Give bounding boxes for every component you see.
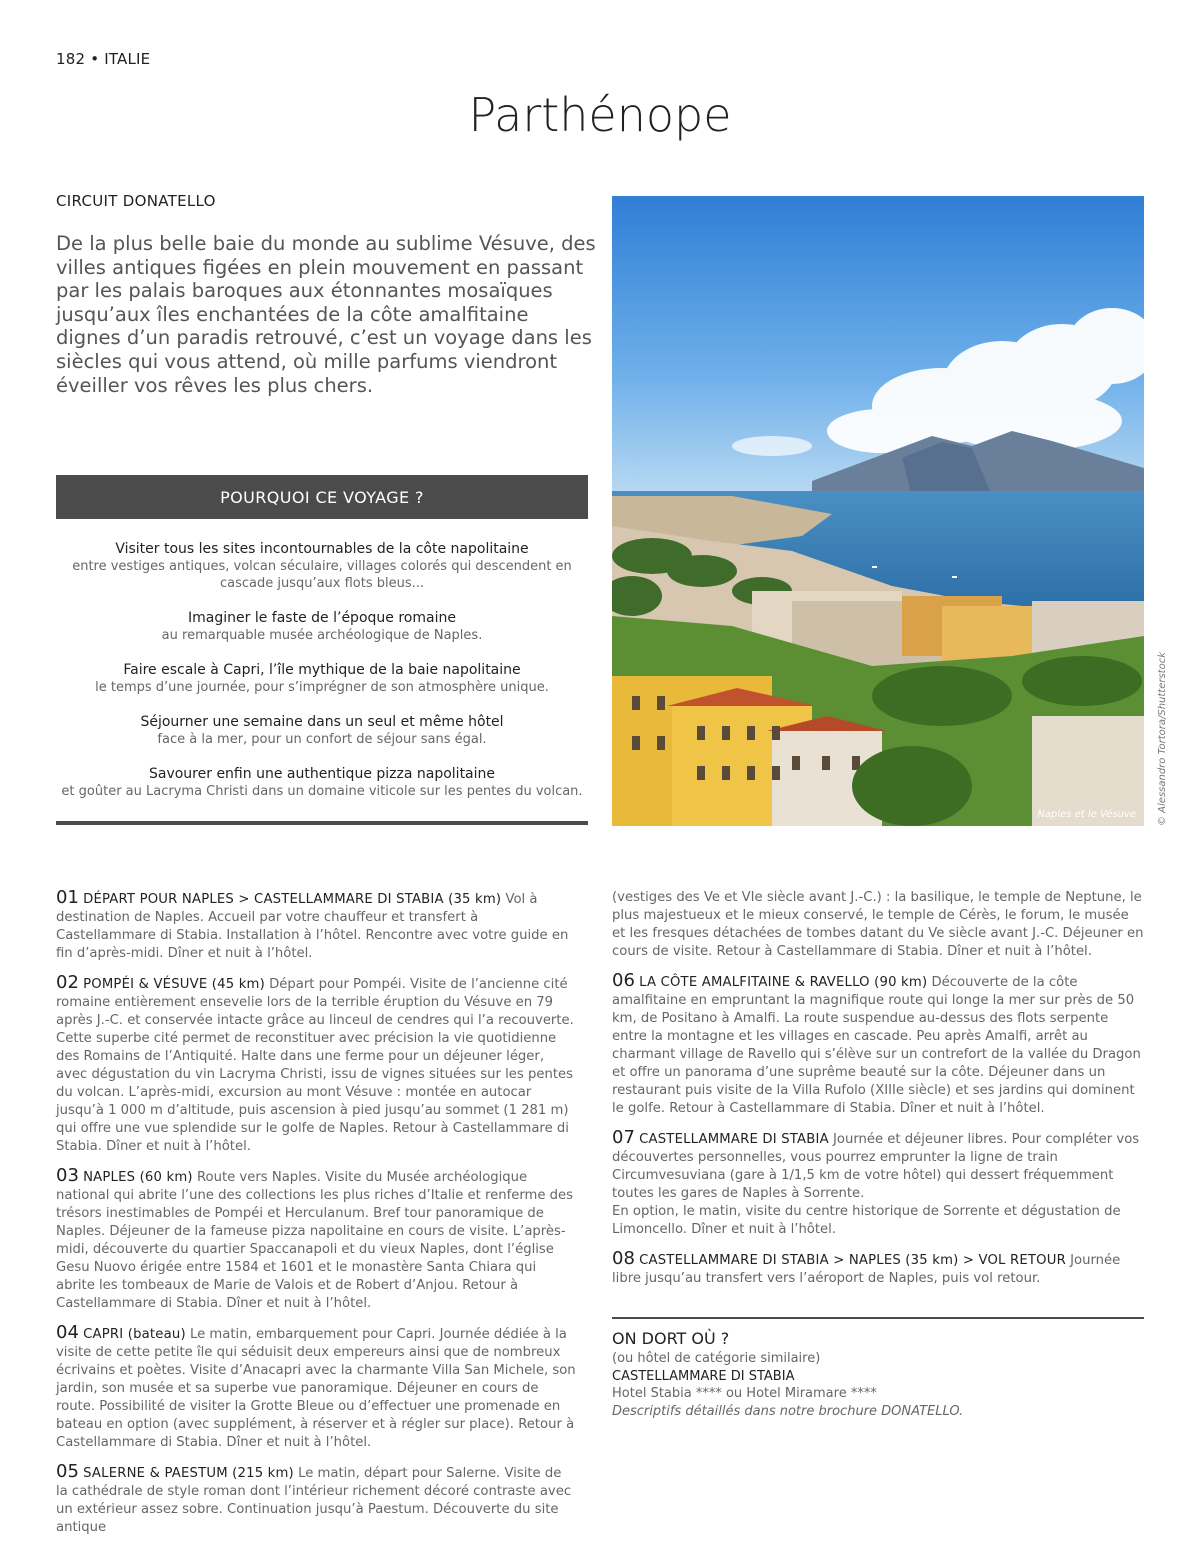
day-text: Le matin, départ pour Salerne. Visite de la cathédrale de style roman dont l’intérieur richement décoré contraste avec un extérieur assez sobre. Continuation jusqu’à Paestum. Découverte du site antique: [56, 1466, 572, 1535]
accommodation-brochure: Descriptifs détaillés dans notre brochure DONATELLO.: [612, 1403, 964, 1419]
why-item-sub: et goûter au Lacryma Christi dans un domaine viticole sur les pentes du volcan.: [61, 784, 583, 799]
day-title: CASTELLAMMARE DI STABIA > NAPLES (35 km) > VOL RETOUR: [639, 1253, 1066, 1268]
day-title: POMPÉI & VÉSUVE (45 km): [83, 977, 265, 992]
why-item: [56, 765, 588, 800]
why-item-head: Faire escale à Capri, l’île mythique de la baie napolitaine: [123, 662, 521, 678]
day-number: 02: [56, 972, 79, 993]
day-title: DÉPART POUR NAPLES > CASTELLAMMARE DI STABIA (35 km): [83, 892, 502, 907]
day-title: LA CÔTE AMALFITAINE & RAVELLO (90 km): [639, 975, 928, 990]
why-item-head: Séjourner une semaine dans un seul et même hôtel: [140, 714, 504, 730]
page-title: Parthénope: [468, 88, 732, 142]
day-title: SALERNE & PAESTUM (215 km): [83, 1466, 294, 1481]
accommodation-place: CASTELLAMMARE DI STABIA: [612, 1368, 795, 1384]
day-title: CAPRI (bateau): [83, 1327, 186, 1342]
itinerary-day: [56, 1463, 576, 1537]
circuit-label: CIRCUIT DONATELLO: [56, 192, 216, 210]
why-item: [56, 713, 588, 748]
day-text: Journée et déjeuner libres. Pour compléter vos découvertes personnelles, vous pourrez emprunter la ligne de train Circumvesuviana (gare à 1/1,5 km de votre hôtel) qui dessert fréquemment toutes les gares de Naples à Sorrente.: [612, 1132, 1140, 1201]
why-heading: POURQUOI CE VOYAGE ?: [220, 487, 424, 507]
why-list: [56, 540, 588, 817]
why-item-sub: au remarquable musée archéologique de Naples.: [161, 628, 483, 643]
day-number: 04: [56, 1322, 79, 1343]
accommodation-title: ON DORT OÙ ?: [612, 1329, 730, 1348]
why-item-head: Savourer enfin une authentique pizza napolitaine: [148, 766, 496, 782]
day-number: 06: [612, 970, 635, 991]
day-number: 03: [56, 1165, 79, 1186]
day-title: NAPLES (60 km): [83, 1170, 193, 1185]
why-item: [56, 609, 588, 644]
itinerary-column-left: [56, 889, 576, 1548]
why-item-head: Imaginer le faste de l’époque romaine: [188, 610, 456, 626]
itinerary-day: [612, 1129, 1144, 1239]
itinerary-day: [612, 972, 1144, 1118]
itinerary-day: [56, 974, 576, 1156]
day-text: Le matin, embarquement pour Capri. Journée dédiée à la visite de cette petite île qui séduisit deux empereurs ainsi que de nombreux écrivains et poètes. Visite d’Anacapri avec la charmante Villa San Michele, son jardin, son musée et sa superbe vue panoramique. Déjeuner en cours de route. Possibilité de visiter la Grotte Bleue ou d’effectuer une promenade en bateau en option (avec supplément, à réserver et à régler sur place). Retour à Castellammare di Stabia. Dîner et nuit à l’hôtel.: [56, 1327, 576, 1450]
day-text: (vestiges des Ve et VIe siècle avant J.-C.) : la basilique, le temple de Neptune, le plus majestueux et le mieux conservé, le temple de Cérès, le forum, le musée et les fresques détachées de tombes datant du Ve siècle avant J.-C. Déjeuner en cours de visite. Retour à Castellammare di Stabia. Dîner et nuit à l’hôtel.: [612, 890, 1144, 959]
day-number: 08: [612, 1248, 635, 1269]
day-text-option: En option, le matin, visite du centre historique de Sorrente et dégustation de Limoncello. Dîner et nuit à l’hôtel.: [612, 1204, 1121, 1237]
why-bottom-rule: [56, 821, 588, 825]
why-heading-bar: [56, 475, 588, 519]
day-number: 01: [56, 887, 79, 908]
itinerary-day: [612, 1250, 1144, 1288]
photo-caption: Naples et le Vésuve: [1037, 809, 1136, 820]
photo-illustration: [612, 196, 1144, 826]
accommodation-note: (ou hôtel de catégorie similaire): [612, 1351, 821, 1366]
day-number: 05: [56, 1461, 79, 1482]
accommodation-box: [612, 1317, 1144, 1420]
day-text: Vol à destination de Naples. Accueil par votre chauffeur et transfert à Castellammare di Stabia. Installation à l’hôtel. Rencontre avec votre guide en fin d’après-midi. Dîner et nuit à l’hôtel.: [56, 892, 569, 961]
day-number: 07: [612, 1127, 635, 1148]
day-text: Journée libre jusqu’au transfert vers l’aéroport de Naples, puis vol retour.: [612, 1253, 1121, 1286]
why-item-head: Visiter tous les sites incontournables de la côte napolitaine: [115, 541, 529, 557]
intro-paragraph: De la plus belle baie du monde au sublime Vésuve, des villes antiques figées en plein mouvement en passant par les palais baroques aux étonnantes mosaïques jusqu’aux îles enchantées de la côte amalfitaine dignes d’un paradis retrouvé, c’est un voyage dans les siècles qui vous attend, où mille parfums viendront éveiller vos rêves les plus chers.: [56, 232, 596, 397]
photo-credit: © Alessandro Tortora/Shutterstock: [1157, 651, 1168, 826]
itinerary-day: [56, 1167, 576, 1313]
itinerary-column-right: [612, 889, 1144, 1299]
itinerary-day: [56, 889, 576, 963]
itinerary-day: [56, 1324, 576, 1452]
why-item-sub: face à la mer, pour un confort de séjour sans égal.: [157, 732, 487, 747]
day-text: Départ pour Pompéi. Visite de l’ancienne cité romaine entièrement ensevelie lors de la terrible éruption du Vésuve en 79 après J.-C. et conservée intacte grâce au linceul de cendres qui l’a recouverte. Cette superbe cité permet de reconstituer avec précision la vie quotidienne des Romains de l’Antiquité. Halte dans une ferme pour un déjeuner léger, avec dégustation du vin Lacryma Christi, issu de vignes situées sur les pentes du volcan. L’après-midi, excursion au mont Vésuve : montée en autocar jusqu’à 1 000 m d’altitude, puis ascension à pied jusqu’au sommet (1 281 m) qui offre une vue splendide sur le golfe de Naples. Retour à Castellammare di Stabia. Dîner et nuit à l’hôtel.: [56, 977, 574, 1154]
page-folio: 182 • ITALIE: [56, 50, 151, 68]
day-text: Route vers Naples. Visite du Musée archéologique national qui abrite l’une des collections les plus riches d’Italie et renferme des trésors inestimables de Pompéi et Herculanum. Bref tour panoramique de Naples. Déjeuner de la fameuse pizza napolitaine en cours de visite. L’après-midi, découverte du quartier Spaccanapoli et du vieux Naples, dont l’église Gesu Nuovo érigée entre 1584 et 1601 et le monastère Santa Chiara qui abrite les tombeaux de Marie de Valois et de Robert d’Anjou. Retour à Castellammare di Stabia. Dîner et nuit à l’hôtel.: [56, 1170, 574, 1311]
why-item: [56, 661, 588, 696]
why-item-sub: entre vestiges antiques, volcan séculaire, villages colorés qui descendent en cascade jusqu’aux flots bleus...: [72, 559, 572, 591]
naples-vesuvius-photo: [612, 196, 1144, 826]
why-item-sub: le temps d’une journée, pour s’imprégner de son atmosphère unique.: [95, 680, 549, 695]
day-text: Découverte de la côte amalfitaine en empruntant la magnifique route qui longe la mer sur près de 50 km, de Positano à Amalfi. La route suspendue au-dessus des flots serpente entre la montagne et les villages en cascade. Peu après Amalfi, arrêt au charmant village de Ravello qui s’élève sur un contrefort de la vallée du Dragon et offre un panorama d’une suprême beauté sur la côte. Déjeuner dans un restaurant puis visite de la Villa Rufolo (XIIIe siècle) et ses jardins qui dominent le golfe. Retour à Castellammare di Stabia. Dîner et nuit à l’hôtel.: [612, 975, 1141, 1116]
itinerary-day-continued: [612, 889, 1144, 961]
accommodation-hotels: Hotel Stabia **** ou Hotel Miramare ****: [612, 1386, 877, 1401]
day-title: CASTELLAMMARE DI STABIA: [639, 1132, 829, 1147]
why-item: [56, 540, 588, 592]
